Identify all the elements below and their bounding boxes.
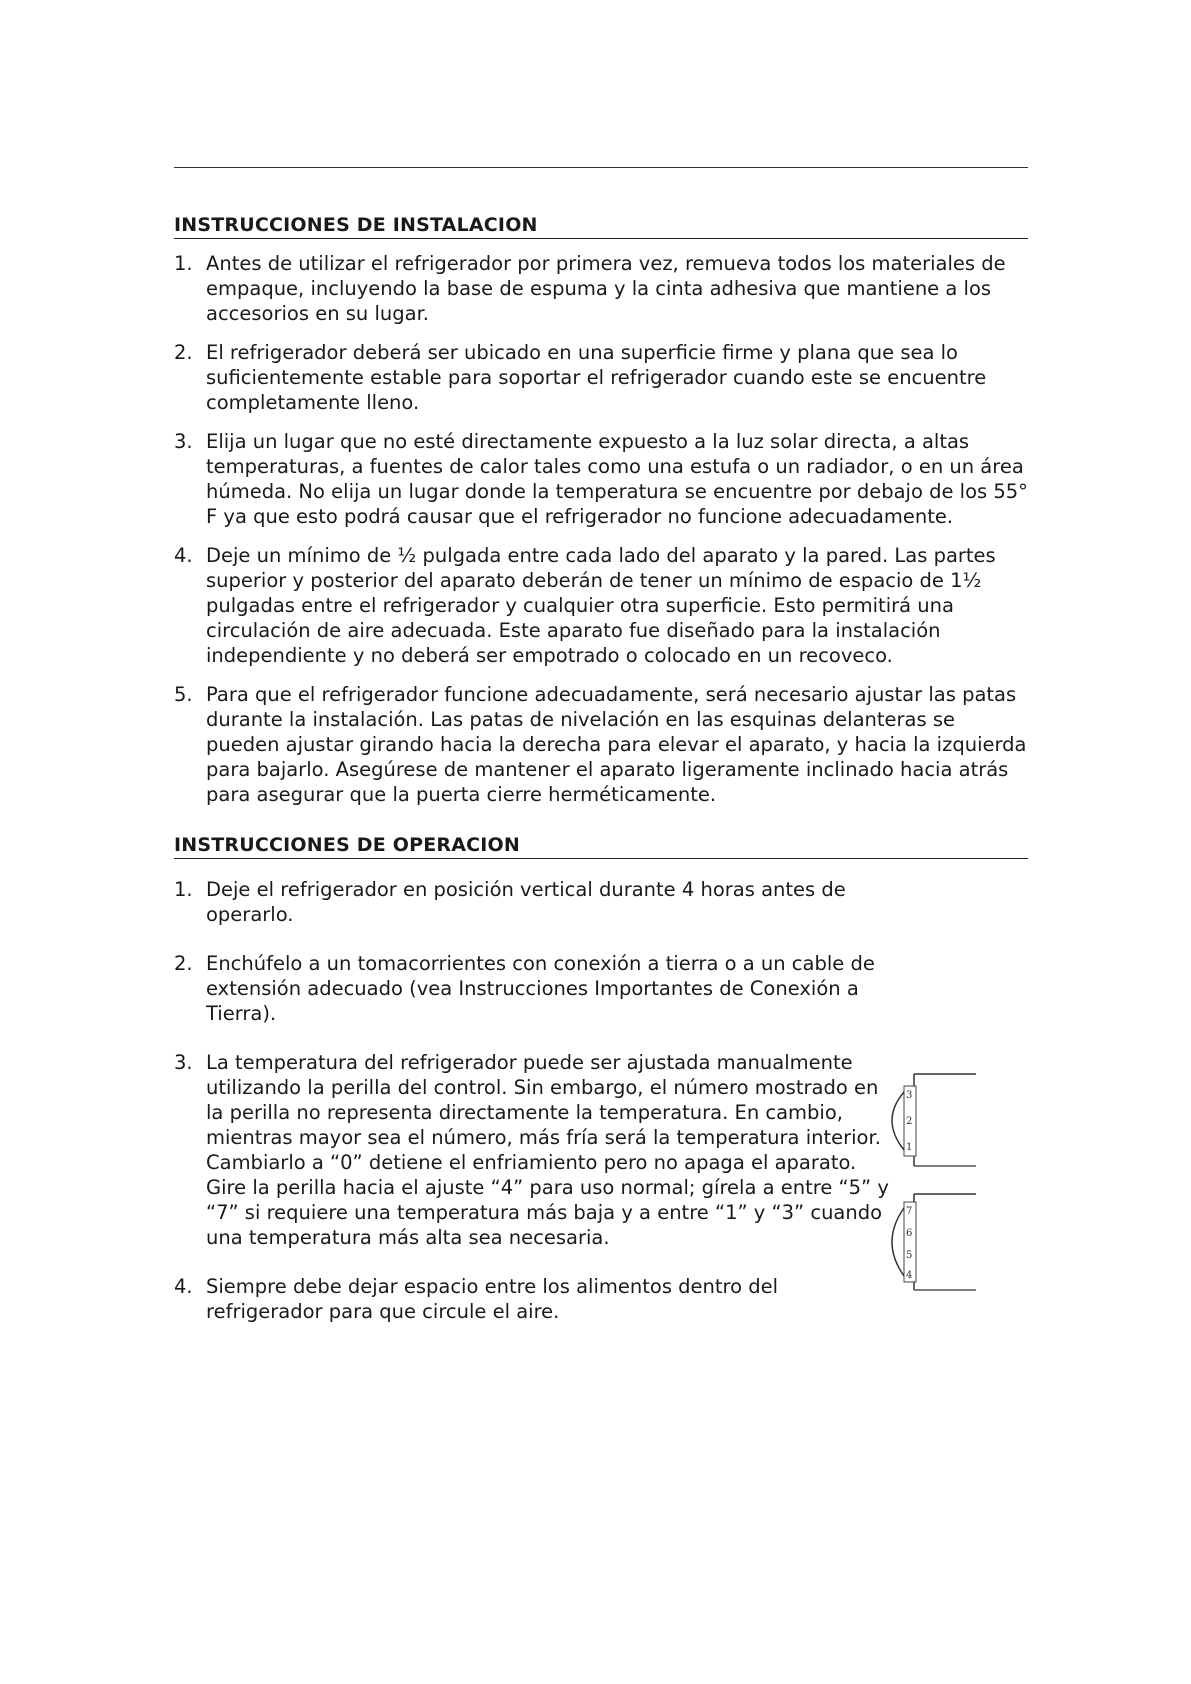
control-knob-diagram	[878, 1068, 996, 1308]
list-item	[174, 429, 1028, 529]
list-item	[174, 682, 1028, 807]
item-text: Para que el refrigerador funcione adecuadamente, será necesario ajustar las patas durante la instalación. Las patas de nivelación en las esquinas delanteras se pueden ajustar girando hacia la derecha para elevar el aparato, y hacia la izquierda para bajarlo. Asegúrese de mantener el aparato ligeramente inclinado hacia atrás para asegurar que la puerta cierre herméticamente.	[206, 683, 1027, 806]
item-number: 1.	[174, 252, 193, 275]
item-number: 3.	[174, 1051, 193, 1074]
item-text: La temperatura del refrigerador puede ser ajustada manualmente utilizando la perilla del control. Sin embargo, el número mostrado en la perilla no representa directamente la temperatura. En cambio, mientras mayor sea el número, más fría será la temperatura interior. Cambiarlo a “0” detiene el enfriamiento pero no apaga el aparato. Gire la perilla hacia el ajuste “4” para uso normal; gírela a entre “5” y “7” si requiere una temperatura más baja y a entre “1” y “3” cuando una temperatura más alta sea necesaria.	[206, 1051, 889, 1249]
list-item	[174, 951, 896, 1026]
item-number: 2.	[174, 952, 193, 975]
dial-number: 3	[906, 1090, 913, 1101]
installation-section	[174, 214, 1028, 821]
list-item	[174, 340, 1028, 415]
item-number: 5.	[174, 683, 193, 706]
item-text: Deje un mínimo de ½ pulgada entre cada lado del aparato y la pared. Las partes superior y posterior del aparato deberán de tener un mínimo de espacio de 1½ pulgadas entre el refrigerador y cualquier otra superficie. Esto permitirá una circulación de aire adecuada. Este aparato fue diseñado para la instalación independiente y no deberá ser empotrado o colocado en un recoveco.	[206, 544, 996, 667]
control-knob-figure	[878, 1068, 996, 1308]
lower-dial-icon	[892, 1194, 976, 1290]
operation-heading: INSTRUCCIONES DE OPERACION	[174, 834, 1028, 859]
item-text: Elija un lugar que no esté directamente expuesto a la luz solar directa, a altas temperaturas, a fuentes de calor tales como una estufa o un radiador, o en un área húmeda. No elija un lugar donde la temperatura se encuentre por debajo de los 55° F ya que esto podrá causar que el refrigerador no funcione adecuadamente.	[206, 430, 1028, 528]
dial-number: 7	[906, 1206, 913, 1217]
dial-number: 2	[906, 1116, 913, 1127]
list-item	[174, 543, 1028, 668]
item-number: 2.	[174, 341, 193, 364]
dial-number: 6	[906, 1228, 913, 1239]
item-text: Siempre debe dejar espacio entre los alimentos dentro del refrigerador para que circule el aire.	[206, 1275, 779, 1323]
installation-heading: INSTRUCCIONES DE INSTALACION	[174, 214, 1028, 239]
header-rule	[174, 167, 1028, 168]
upper-dial-icon	[892, 1074, 976, 1166]
dial-number: 4	[906, 1270, 913, 1281]
list-item	[174, 1050, 896, 1250]
dial-number: 5	[906, 1250, 913, 1261]
item-text: Enchúfelo a un tomacorrientes con conexión a tierra o a un cable de extensión adecuado (vea Instrucciones Importantes de Conexión a Tierra).	[206, 952, 875, 1025]
item-text: Antes de utilizar el refrigerador por primera vez, remueva todos los materiales de empaque, incluyendo la base de espuma y la cinta adhesiva que mantiene a los accesorios en su lugar.	[206, 252, 1006, 325]
item-number: 4.	[174, 544, 193, 567]
list-item	[174, 251, 1028, 326]
item-number: 1.	[174, 878, 193, 901]
item-number: 3.	[174, 430, 193, 453]
item-text: El refrigerador deberá ser ubicado en una superficie firme y plana que sea lo suficientemente estable para soportar el refrigerador cuando este se encuentre completamente lleno.	[206, 341, 987, 414]
list-item	[174, 877, 896, 927]
installation-list	[174, 251, 1028, 807]
item-text: Deje el refrigerador en posición vertical durante 4 horas antes de operarlo.	[206, 878, 846, 926]
item-number: 4.	[174, 1275, 193, 1298]
dial-number: 1	[906, 1142, 913, 1153]
list-item	[174, 1274, 896, 1324]
